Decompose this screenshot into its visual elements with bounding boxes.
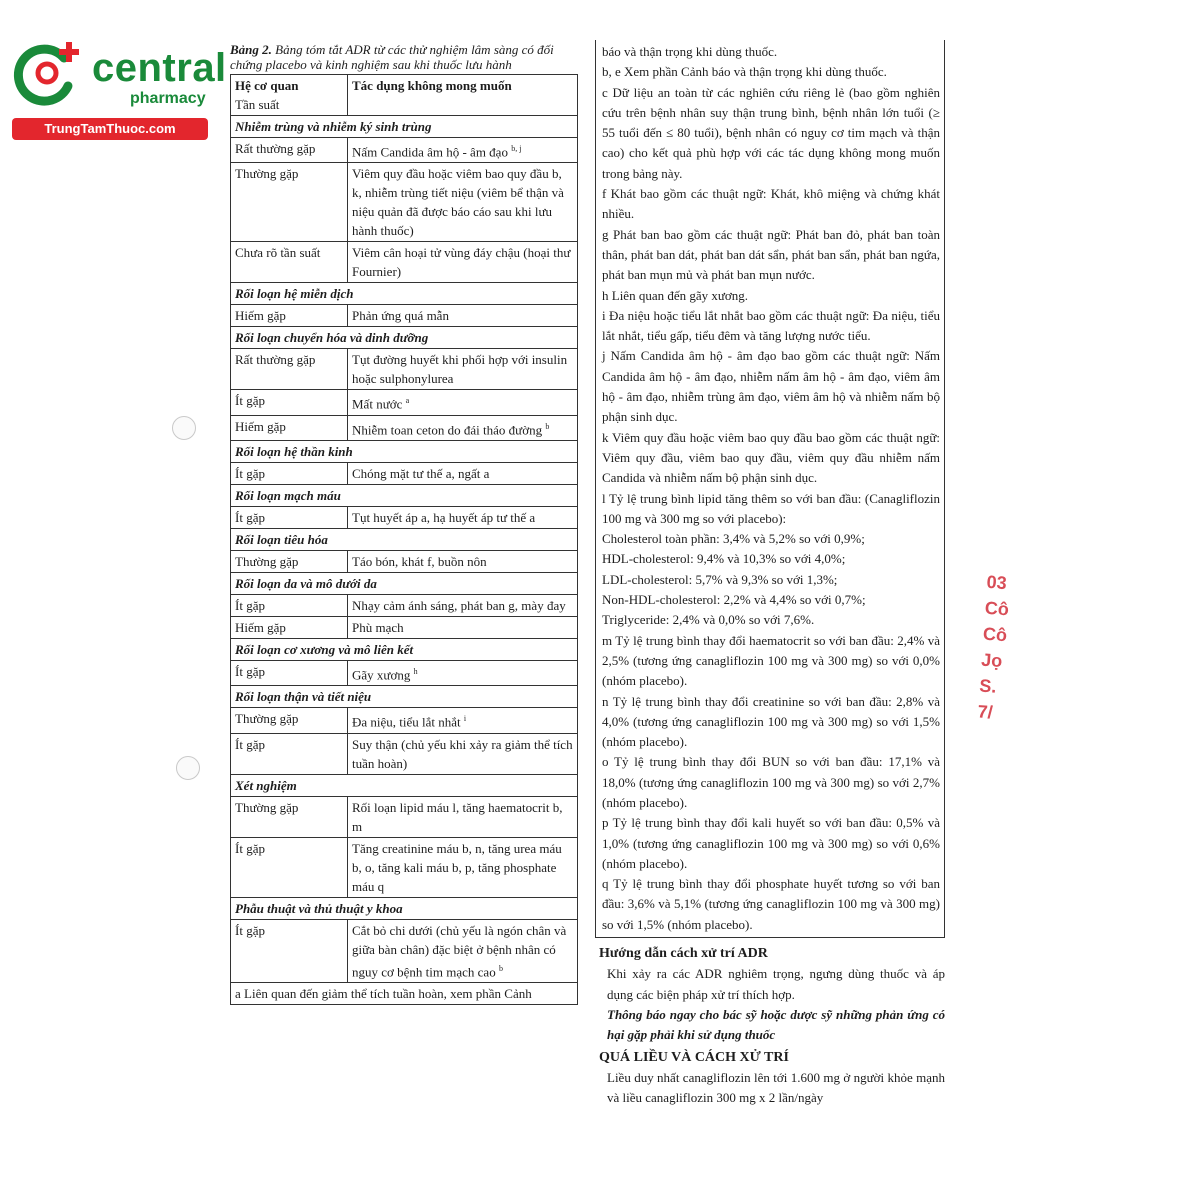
effect-text: Nhạy cảm ánh sáng, phát ban g, mày đay	[352, 597, 566, 613]
section-title: Rối loạn thận và tiết niệu	[231, 686, 578, 708]
stamp-line: Jọ	[980, 649, 1003, 672]
section-title: Rối loạn tiêu hóa	[231, 528, 578, 550]
frequency-cell: Ít gặp	[231, 919, 348, 982]
red-stamp	[976, 569, 1027, 731]
stamp-line: 7/	[976, 701, 994, 723]
effect-footnote-ref: b	[545, 421, 550, 431]
footnote-line: Cholesterol toàn phần: 3,4% và 5,2% so với 0,9%;	[602, 531, 865, 547]
stamp-line: Cô	[982, 623, 1008, 646]
section-title: Rối loạn hệ miễn dịch	[231, 283, 578, 305]
effect-text: Tụt huyết áp a, hạ huyết áp tư thế a	[352, 509, 536, 525]
adr-heading: Hướng dẫn cách xử trí ADR	[599, 946, 768, 962]
frequency-cell: Rất thường gặp	[231, 349, 348, 390]
effect-cell	[348, 506, 578, 528]
effect-cell	[348, 163, 578, 242]
effect-cell	[348, 616, 578, 638]
table-footnote-row	[231, 982, 578, 1004]
effect-text: Cắt bỏ chi dưới (chủ yếu là ngón chân và giữa bàn chân) đặc biệt ở bệnh nhân có nguy cơ bệnh tim mạch cao	[352, 922, 567, 979]
footnote-line: n Tỷ lệ trung bình thay đổi creatinine so với ban đầu: 2,8% và 4,0% (tương ứng canagliflozin 100 mg và 300 mg) so với 1,5% (nhóm placebo).	[602, 693, 940, 750]
effect-cell	[348, 462, 578, 484]
header-frequency-label: Tần suất	[235, 97, 280, 112]
footnote-line: i Đa niệu hoặc tiểu lắt nhắt bao gồm các thuật ngữ: Đa niệu, tiểu lắt nhắt, tiểu gấp, tiểu đêm và tăng lượng nước tiểu.	[602, 307, 940, 344]
effect-cell	[348, 390, 578, 415]
footnote-line: m Tỷ lệ trung bình thay đổi haematocrit so với ban đầu: 2,4% và 2,5% (tương ứng canagliflozin 100 mg và 300 mg) so với 0,0% (nhóm placebo).	[602, 632, 940, 689]
table-row	[231, 242, 578, 283]
effect-cell	[348, 550, 578, 572]
table-caption-label: Bảng 2.	[230, 42, 272, 57]
effect-cell	[348, 919, 578, 982]
stamp-line: 03	[986, 571, 1008, 594]
table-row	[231, 462, 578, 484]
notes-section	[595, 40, 945, 1108]
adr-table-section	[230, 42, 580, 1005]
stamp-line: Cô	[984, 597, 1010, 620]
frequency-cell: Ít gặp	[231, 462, 348, 484]
effect-footnote-ref: b, j	[511, 144, 522, 153]
table-row	[231, 163, 578, 242]
frequency-cell: Thường gặp	[231, 796, 348, 837]
section-row	[231, 572, 578, 594]
header-organ-system	[231, 75, 348, 116]
table-row	[231, 550, 578, 572]
frequency-cell: Ít gặp	[231, 733, 348, 774]
table-row	[231, 708, 578, 733]
table-footnote: a Liên quan đến giảm thể tích tuần hoàn, xem phần Cảnh	[231, 982, 578, 1004]
footnote-line: j Nấm Candida âm hộ - âm đạo bao gồm các thuật ngữ: Nấm Candida âm hộ - âm đạo, nhiễm nấm âm hộ - âm đạo, viêm âm hộ - âm đạo, nhiễm trùng âm đạo, viêm âm hộ và nhiễm nấm bộ phận sinh dục.	[602, 348, 940, 425]
table-body	[231, 116, 578, 983]
overdose-heading: QUÁ LIỀU VÀ CÁCH XỬ TRÍ	[599, 1049, 789, 1065]
section-title: Rối loạn mạch máu	[231, 484, 578, 506]
adr-text: Khi xảy ra các ADR nghiêm trọng, ngưng dùng thuốc và áp dụng các biện pháp xử trí thích hợp.	[607, 966, 945, 1002]
section-row	[231, 327, 578, 349]
section-title: Rối loạn da và mô dưới da	[231, 572, 578, 594]
frequency-cell: Thường gặp	[231, 163, 348, 242]
effect-text: Mất nước	[352, 396, 403, 412]
brand-site-link[interactable]: TrungTamThuoc.com	[12, 118, 208, 140]
frequency-cell: Thường gặp	[231, 708, 348, 733]
stamp-line: S.	[978, 675, 998, 697]
footnote-line: k Viêm quy đầu hoặc viêm bao quy đầu bao gồm các thuật ngữ: Viêm quy đầu, viêm bao quy đầu, viêm quy đầu nhiễm nấm Candida và nhiễm nấm bộ phận sinh dục.	[602, 429, 940, 486]
footnote-line: b, e Xem phần Cảnh báo và thận trọng khi dùng thuốc.	[602, 64, 887, 80]
adr-table	[230, 74, 578, 1005]
effect-text: Chóng mặt tư thế a, ngất a	[352, 465, 490, 481]
effect-text: Suy thận (chủ yếu khi xảy ra giảm thể tích tuần hoàn)	[352, 736, 573, 771]
effect-text: Tụt đường huyết khi phối hợp với insulin hoặc sulphonylurea	[352, 352, 568, 387]
frequency-cell: Thường gặp	[231, 550, 348, 572]
section-title: Rối loạn hệ thần kinh	[231, 440, 578, 462]
effect-cell	[348, 708, 578, 733]
section-row	[231, 283, 578, 305]
footnote-line: p Tỷ lệ trung bình thay đổi kali huyết so với ban đầu: 0,5% và 1,0% (tương ứng canagliflozin 100 mg và 300 mg) so với 0,6% (nhóm placebo).	[602, 815, 940, 871]
effect-cell	[348, 660, 578, 685]
section-row	[231, 897, 578, 919]
table-header-row	[231, 75, 578, 116]
frequency-cell: Ít gặp	[231, 594, 348, 616]
effect-text: Nhiễm toan ceton do đái tháo đường	[352, 421, 543, 437]
effect-text: Viêm quy đầu hoặc viêm bao quy đầu b, k, nhiễm trùng tiết niệu (viêm bể thận và niệu quản đã được báo cáo sau khi lưu hành thuốc)	[352, 166, 564, 239]
section-row	[231, 774, 578, 796]
frequency-cell: Hiếm gặp	[231, 616, 348, 638]
frequency-cell: Ít gặp	[231, 660, 348, 685]
section-title: Phẫu thuật và thủ thuật y khoa	[231, 897, 578, 919]
effect-footnote-ref: b	[498, 963, 503, 973]
effect-text: Phản ứng quá mẫn	[352, 308, 449, 324]
effect-cell	[348, 349, 578, 390]
effect-text: Gãy xương	[352, 667, 411, 683]
table-row	[231, 616, 578, 638]
overdose-text: Liều duy nhất canagliflozin lên tới 1.600 mg ở người khỏe mạnh và liều canagliflozin 300 mg x 2 lần/ngày	[607, 1069, 945, 1106]
footnote-line: báo và thận trọng khi dùng thuốc.	[602, 44, 778, 59]
brand-name: central	[92, 46, 227, 90]
effect-text: Viêm cân hoại tử vùng đáy chậu (hoại thư Fournier)	[352, 245, 571, 280]
adr-notice: Thông báo ngay cho bác sỹ hoặc dược sỹ những phản ứng có hại gặp phải khi sử dụng thuốc	[607, 1006, 945, 1043]
effect-text: Phù mạch	[352, 619, 404, 635]
footnote-line: HDL-cholesterol: 9,4% và 10,3% so với 4,0%;	[602, 551, 846, 567]
table-row	[231, 594, 578, 616]
effect-cell	[348, 305, 578, 327]
effect-cell	[348, 242, 578, 283]
header-adverse-effect: Tác dụng không mong muốn	[348, 75, 578, 116]
table-row	[231, 837, 578, 897]
frequency-cell: Hiếm gặp	[231, 415, 348, 440]
punch-hole-top	[172, 416, 196, 440]
frequency-cell: Ít gặp	[231, 506, 348, 528]
table-row	[231, 415, 578, 440]
footnote-line: c Dữ liệu an toàn từ các nghiên cứu riêng lẻ (bao gồm nghiên cứu trên bệnh nhân suy thận trung bình, bệnh nhân lớn tuổi (≥ 55 tuổi đến ≤ 80 tuổi), bệnh nhân có nguy cơ tim mạch và thận cao) cho kết quả phù hợp với các tác dụng không mong muốn trong bảng này.	[602, 84, 940, 181]
footnote-line: g Phát ban bao gồm các thuật ngữ: Phát ban đỏ, phát ban toàn thân, phát ban dát, phát ban dát sẩn, phát ban sẩn, phát ban ngứa, phát ban mụn mủ và phát ban mụn nước.	[602, 226, 940, 283]
table-row	[231, 390, 578, 415]
section-title: Rối loạn chuyển hóa và dinh dưỡng	[231, 327, 578, 349]
table-caption-text: Bảng tóm tắt ADR từ các thử nghiệm lâm sàng có đối chứng placebo và kinh nghiệm sau khi thuốc lưu hành	[230, 42, 554, 72]
frequency-cell: Chưa rõ tần suất	[231, 242, 348, 283]
effect-cell	[348, 837, 578, 897]
section-row	[231, 638, 578, 660]
section-row	[231, 484, 578, 506]
section-title: Xét nghiệm	[231, 774, 578, 796]
effect-cell	[348, 733, 578, 774]
section-title: Nhiễm trùng và nhiễm ký sinh trùng	[231, 116, 578, 138]
effect-cell	[348, 415, 578, 440]
table-row	[231, 796, 578, 837]
table-row	[231, 506, 578, 528]
footnotes-box	[595, 40, 945, 938]
adr-management	[595, 938, 945, 1108]
table-row	[231, 138, 578, 163]
effect-footnote-ref: a	[405, 396, 410, 406]
effect-text: Rối loạn lipid máu l, tăng haematocrit b, m	[352, 799, 563, 834]
brand-subtitle: pharmacy	[130, 90, 206, 107]
effect-footnote-ref: i	[463, 714, 467, 724]
table-row	[231, 733, 578, 774]
section-row	[231, 528, 578, 550]
footnote-line: LDL-cholesterol: 5,7% và 9,3% so với 1,3%;	[602, 571, 838, 587]
frequency-cell: Rất thường gặp	[231, 138, 348, 163]
punch-hole-bottom	[176, 756, 200, 780]
footnote-line: f Khát bao gồm các thuật ngữ: Khát, khô miệng và chứng khát nhiều.	[602, 186, 940, 222]
table-row	[231, 919, 578, 982]
cross-c-logo-icon	[12, 38, 82, 108]
frequency-cell: Ít gặp	[231, 837, 348, 897]
section-title: Rối loạn cơ xương và mô liên kết	[231, 638, 578, 660]
footnote-line: q Tỷ lệ trung bình thay đổi phosphate huyết tương so với ban đầu: 3,6% và 5,1% (tương ứng canagliflozin 100 mg và 300 mg) so với 1,5% (nhóm placebo).	[602, 876, 940, 932]
effect-footnote-ref: h	[413, 666, 418, 676]
table-caption	[230, 42, 580, 72]
table-row	[231, 660, 578, 685]
effect-text: Nấm Candida âm hộ - âm đạo	[352, 144, 508, 160]
effect-cell	[348, 138, 578, 163]
brand-logo	[12, 38, 227, 138]
footnote-line: Triglyceride: 2,4% và 0,0% so với 7,6%.	[602, 612, 815, 628]
effect-cell	[348, 796, 578, 837]
footnote-line: l Tỷ lệ trung bình lipid tăng thêm so với ban đầu: (Canagliflozin 100 mg và 300 mg so với placebo):	[602, 490, 940, 526]
section-row	[231, 686, 578, 708]
footnote-line: Non-HDL-cholesterol: 2,2% và 4,4% so với 0,7%;	[602, 592, 866, 608]
effect-text: Táo bón, khát f, buồn nôn	[352, 553, 487, 569]
effect-cell	[348, 594, 578, 616]
frequency-cell: Ít gặp	[231, 390, 348, 415]
table-row	[231, 305, 578, 327]
effect-text: Đa niệu, tiểu lắt nhắt	[352, 714, 461, 730]
section-row	[231, 116, 578, 138]
footnote-line: o Tỷ lệ trung bình thay đổi BUN so với ban đầu: 17,1% và 18,0% (tương ứng canagliflozin 100 mg và 300 mg) so với 2,7% (nhóm placebo).	[602, 754, 940, 810]
effect-text: Tăng creatinine máu b, n, tăng urea máu b, o, tăng kali máu b, p, tăng phosphate máu q	[352, 840, 562, 894]
section-row	[231, 440, 578, 462]
footnote-line: h Liên quan đến gãy xương.	[602, 287, 749, 303]
table-row	[231, 349, 578, 390]
frequency-cell: Hiếm gặp	[231, 305, 348, 327]
header-organ-label: Hệ cơ quan	[235, 78, 299, 93]
